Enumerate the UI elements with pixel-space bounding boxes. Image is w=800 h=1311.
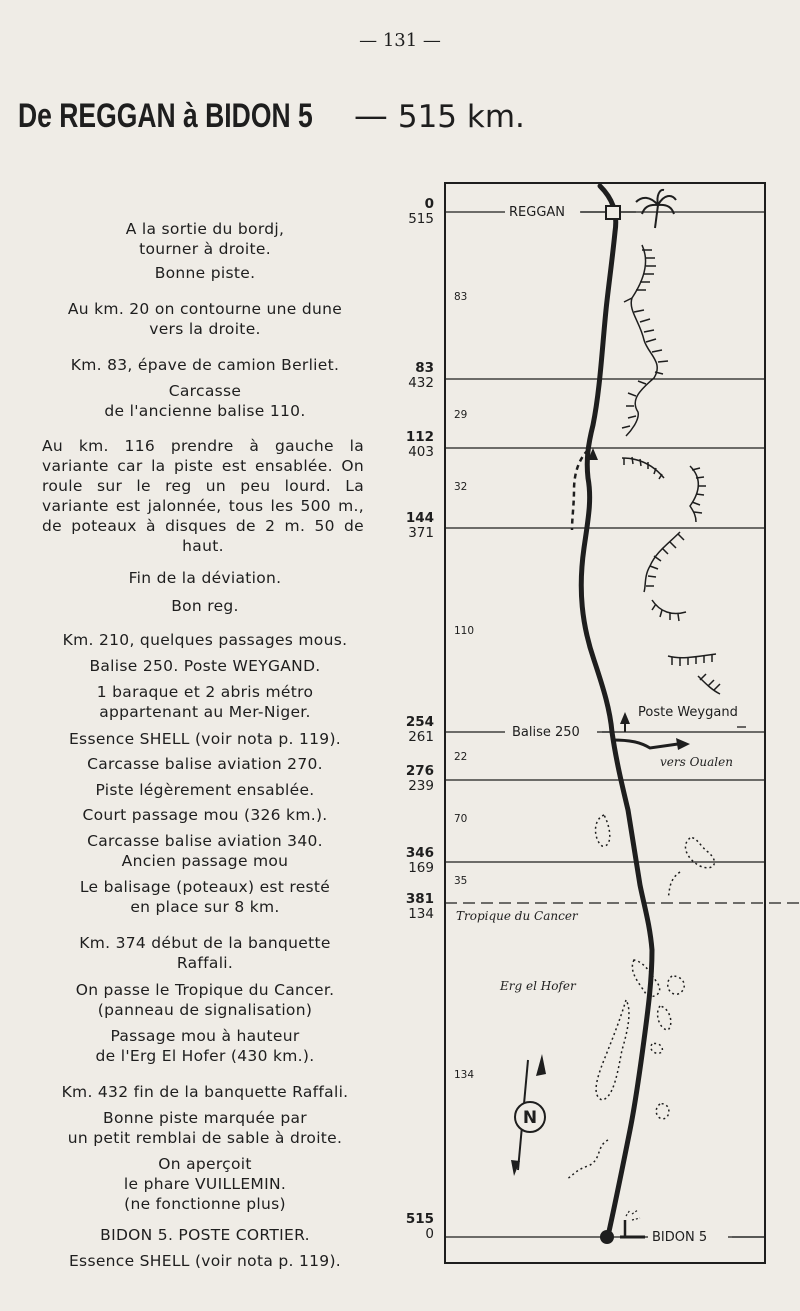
km-marker: 346 169 [405,845,434,876]
segment-length: 35 [454,875,468,887]
palm-tree-icon [636,190,676,228]
note-item: Km. 432 fin de la banquette Raffali. [61,1083,349,1101]
segment-length: 83 [454,291,468,303]
dune-hatch [622,245,668,436]
north-compass-icon [511,1054,546,1176]
note-item: A la sortie du bordj, tourner à droite. [125,220,285,258]
page-number: — 131 — [359,30,441,51]
bidon-dot [600,1230,614,1244]
post-icon [620,1210,645,1237]
segment-length: 134 [454,1069,475,1081]
note-item: BIDON 5. POSTE CORTIER. [100,1226,310,1244]
segment-length: 29 [454,409,468,421]
arrow-icon [676,738,690,750]
sand-patch [566,815,714,1178]
km-marker: 254 261 [405,714,434,745]
note-item: Bonne piste. [154,264,256,282]
note-item: On aperçoit le phare VUILLEMIN. (ne fonctionne plus) [123,1155,287,1213]
km-marker: 112 403 [405,429,434,460]
note-item: Essence SHELL (voir nota p. 119). [68,1252,342,1270]
note-item: 1 baraque et 2 abris métro appartenant au Mer-Niger. [96,683,314,721]
note-item: On passe le Tropique du Cancer. (panneau de signalisation) [75,981,335,1019]
title-route: De REGGAN à BIDON 5 [18,97,313,135]
km-marker: 83 432 [408,360,434,391]
tropic-label: Tropique du Cancer [456,909,578,923]
segment-length: 110 [454,625,475,637]
poste-label: Poste Weygand [638,705,738,720]
erg-label: Erg el Hofer [500,979,576,993]
km-marker: 0 515 [408,196,434,227]
note-item: Km. 210, quelques passages mous. [62,631,348,649]
note-item: Au km. 116 prendre à gauche la variante car la piste est ensablée. On roule sur le reg un peu lourd. La variante est jalonnée, tous les 500 m., de poteaux à disques de 2 m. 50 de haut. [42,437,364,555]
note-item: Court passage mou (326 km.). [82,806,328,824]
note-item: Km. 83, épave de camion Berliet. [70,356,340,374]
km-marker: 276 239 [405,763,434,794]
dune-hatch [622,457,720,694]
note-item: Carcasse de l'ancienne balise 110. [104,382,306,420]
flag-icon [620,712,630,732]
north-label: N [522,1108,538,1128]
km-marker: 381 134 [405,891,434,922]
start-label: REGGAN [509,205,566,220]
km-marker: 515 0 [405,1211,434,1242]
branch-road [612,740,678,748]
note-item: Fin de la déviation. [128,569,282,587]
note-item: Km. 374 début de la banquette Raffali. [79,934,331,972]
note-item: Bonne piste marquée par un petit remblai de sable à droite. [67,1109,343,1147]
note-item: Au km. 20 on contourne une dune vers la droite. [67,300,343,338]
note-item: Balise 250. Poste WEYGAND. [89,657,321,675]
title-dash: — [353,96,388,136]
segment-length: 70 [454,813,468,825]
note-item: Le balisage (poteaux) est resté en place sur 8 km. [79,878,331,916]
note-item: Essence SHELL (voir nota p. 119). [68,730,342,748]
km-marker: 144 371 [405,510,434,541]
note-item: Carcasse balise aviation 340. Ancien passage mou [87,832,323,870]
note-item: Bon reg. [171,597,239,615]
note-item: Carcasse balise aviation 270. [87,755,323,773]
end-label: BIDON 5 [652,1230,708,1245]
note-item: Passage mou à hauteur de l'Erg El Hofer (430 km.). [95,1027,315,1065]
balise-label: Balise 250 [512,725,580,740]
segment-length: 22 [454,751,468,763]
title-distance: 515 km. [397,99,525,135]
note-item: Piste légèrement ensablée. [95,781,315,799]
bordj-square-icon [606,206,620,219]
branch-label: vers Oualen [660,755,733,769]
segment-length: 32 [454,481,468,493]
